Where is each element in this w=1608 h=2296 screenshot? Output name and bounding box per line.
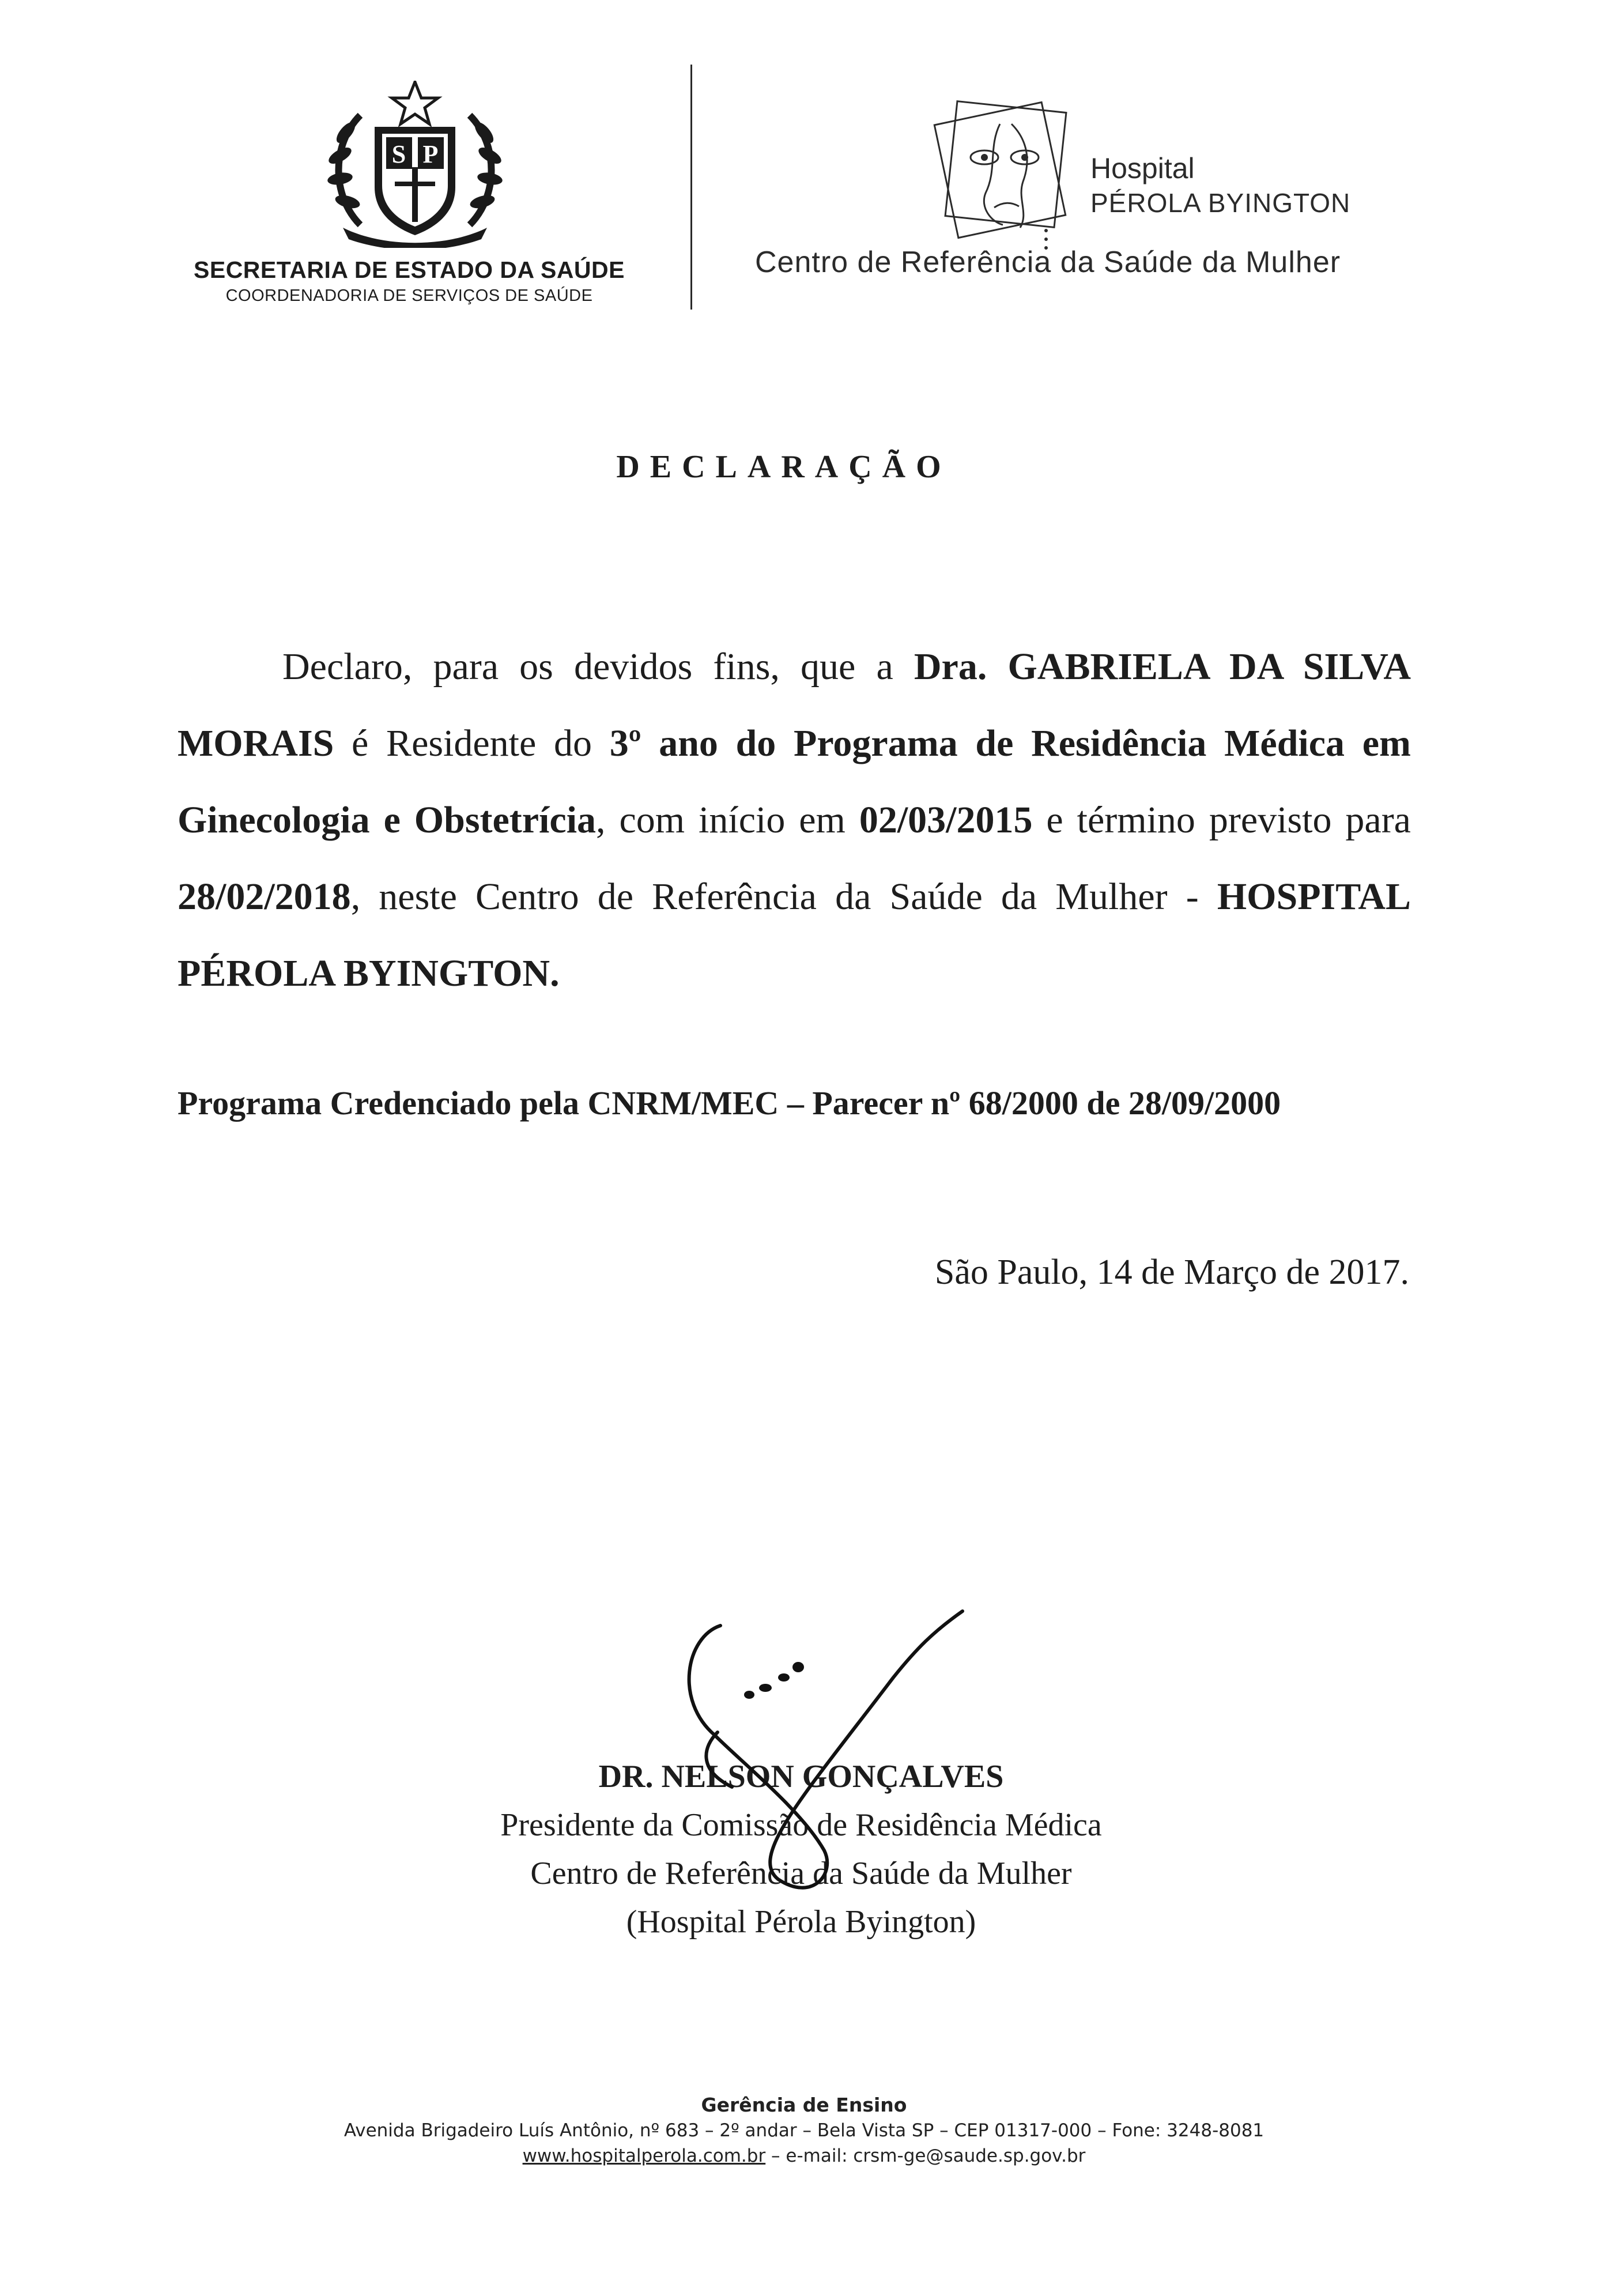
svg-text:S: S — [391, 140, 406, 168]
secretaria-title: SECRETARIA DE ESTADO DA SAÚDE — [194, 257, 625, 283]
paragraph-emphasis: Dra. GABRIELA DA SILVA MORAIS — [178, 646, 1411, 764]
place-and-date: São Paulo, 14 de Março de 2017. — [934, 1253, 1409, 1292]
svg-text:P: P — [422, 140, 439, 168]
program-accreditation: Programa Credenciado pela CNRM/MEC – Parecer nº 68/2000 de 28/09/2000 — [178, 1084, 1281, 1122]
document-title: DECLARAÇÃO — [616, 449, 952, 485]
paragraph-text: , neste Centro de Referência da Saúde da Mulher - — [350, 876, 1217, 918]
hospital-name-line2: PÉROLA BYINGTON — [1090, 188, 1351, 218]
paragraph-emphasis: 3º ano do Programa de Residência Médica em Ginecologia e Obstetrícia — [178, 722, 1411, 841]
handwritten-signature — [663, 1603, 986, 1948]
footer-heading: Gerência de Ensino — [701, 2094, 907, 2116]
signatory-name: DR. NELSON GONÇALVES — [598, 1759, 1004, 1794]
footer-address: Avenida Brigadeiro Luís Antônio, nº 683 – 2º andar – Bela Vista SP – CEP 01317-000 – Fone: 3248-8081 — [344, 2120, 1264, 2141]
letterhead-divider — [690, 65, 692, 310]
declaration-paragraph — [178, 628, 1411, 1012]
hospital-face-logo — [916, 84, 1089, 257]
footer-email: – e-mail: crsm-ge@saude.sp.gov.br — [765, 2146, 1086, 2166]
paragraph-emphasis: 28/02/2018 — [178, 876, 351, 918]
signatory-institution: Centro de Referência da Saúde da Mulher — [530, 1856, 1072, 1891]
page-footer — [231, 2093, 1377, 2169]
paragraph-emphasis: 02/03/2015 — [859, 799, 1033, 841]
paragraph-text: é Residente do — [334, 722, 610, 764]
paragraph-text: e término previsto para — [1032, 799, 1411, 841]
footer-contact — [231, 2143, 1377, 2169]
paragraph-text: Declaro, para os devidos fins, que a — [282, 646, 914, 688]
paragraph-emphasis: HOSPITAL PÉROLA BYINGTON. — [178, 876, 1411, 994]
footer-website-link[interactable]: www.hospitalperola.com.br — [522, 2146, 766, 2166]
signatory-hospital: (Hospital Pérola Byington) — [626, 1904, 976, 1940]
hospital-center-name: Centro de Referência da Saúde da Mulher — [755, 246, 1341, 279]
sao-paulo-crest-logo — [320, 81, 510, 248]
coordenadoria-subtitle: COORDENADORIA DE SERVIÇOS DE SAÚDE — [225, 286, 593, 305]
signatory-role: Presidente da Comissão de Residência Médica — [500, 1807, 1102, 1843]
hospital-name-line1: Hospital — [1090, 152, 1195, 184]
paragraph-text: , com início em — [596, 799, 859, 841]
